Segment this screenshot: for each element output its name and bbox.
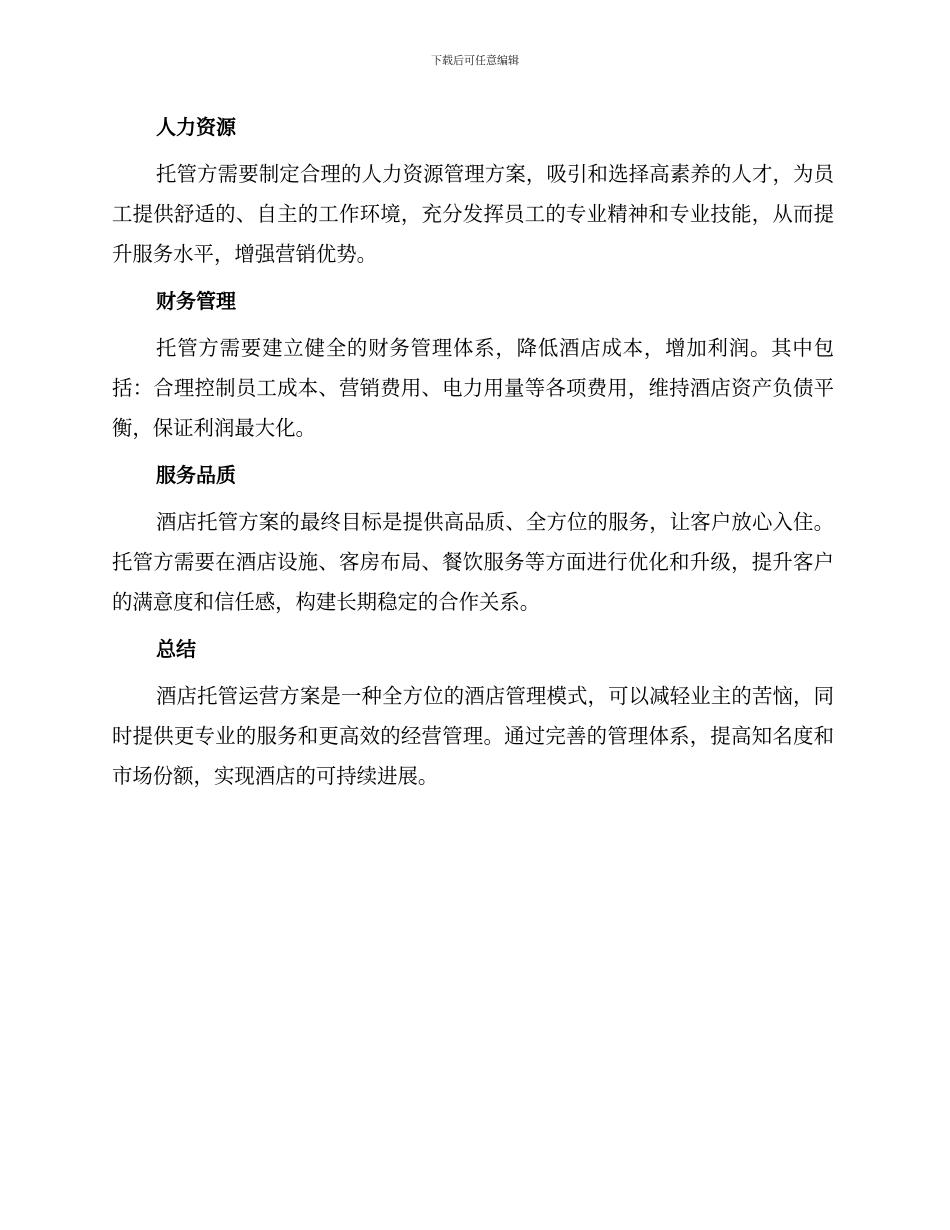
section-title-summary: 总结	[156, 637, 196, 661]
page-header: 下载后可任意编辑	[431, 54, 519, 67]
section-body-summary: 酒店托管运营方案是一种全方位的酒店管理模式，可以减轻业主的苦恼，同时提供更专业的服务和更高效的经营管理。通过完善的管理体系，提高知名度和市场份额，实现酒店的可持续进展。	[112, 684, 834, 788]
section-body-human-resources: 托管方需要制定合理的人力资源管理方案，吸引和选择高素养的人才，为员工提供舒适的、自主的工作环境，充分发挥员工的专业精神和专业技能，从而提升服务水平，增强营销优势。	[112, 162, 834, 266]
section-title-human-resources: 人力资源	[156, 115, 236, 139]
section-title-finance: 财务管理	[156, 289, 236, 313]
section-body-service-quality: 酒店托管方案的最终目标是提供高品质、全方位的服务，让客户放心入住。托管方需要在酒店设施、客房布局、餐饮服务等方面进行优化和升级，提升客户的满意度和信任感，构建长期稳定的合作关系。	[112, 510, 834, 614]
document-body	[112, 112, 834, 796]
section-title-service-quality: 服务品质	[156, 463, 236, 487]
section-body-finance: 托管方需要建立健全的财务管理体系，降低酒店成本，增加利润。其中包括：合理控制员工成本、营销费用、电力用量等各项费用，维持酒店资产负债平衡，保证利润最大化。	[112, 336, 834, 440]
